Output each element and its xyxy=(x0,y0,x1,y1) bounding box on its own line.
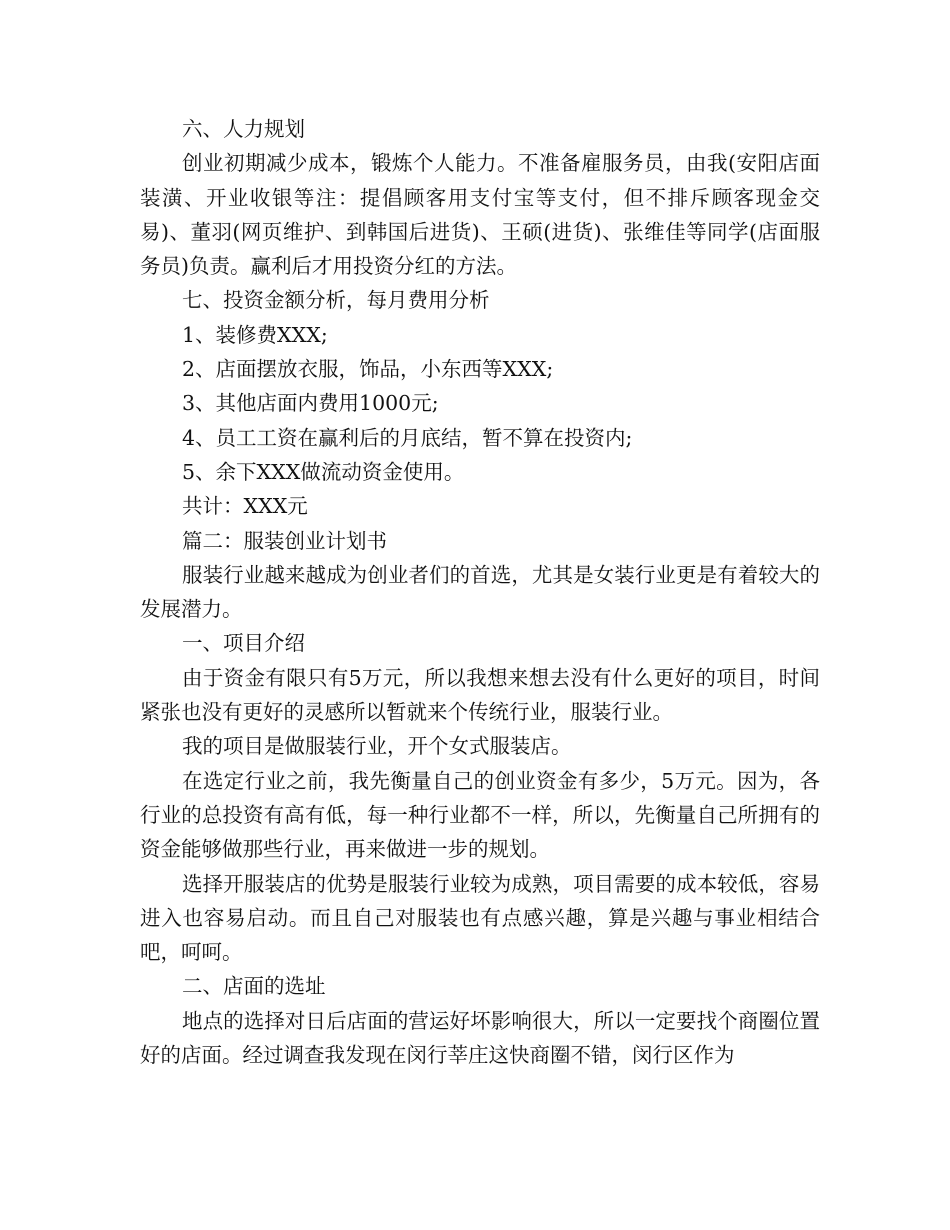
document-body xyxy=(140,112,820,1072)
section-heading-staffing: 六、人力规划 xyxy=(182,117,305,141)
paragraph-staffing-plan: 创业初期减少成本，锻炼个人能力。不准备雇服务员，由我(安阳店面装潢、开业收银等注：提倡顾客用支付宝等支付，但不排斥顾客现金交易)、董羽(网页维护、到韩国后进货)、王硕(进货)、张维佳等同学(店面服务员)负责。赢利后才用投资分红的方法。 xyxy=(140,151,820,279)
list-item: 1、装修费XXX; xyxy=(182,322,328,347)
total-line: 共计：XXX元 xyxy=(182,494,308,519)
paragraph-location: 地点的选择对日后店面的营运好坏影响很大，所以一定要找个商圈位置好的店面。经过调查我发现在闵行莘庄这快商圈不错，闵行区作为 xyxy=(140,1008,820,1068)
section-heading-project: 一、项目介绍 xyxy=(182,631,305,656)
section-heading-location: 二、店面的选址 xyxy=(182,974,326,999)
list-item: 3、其他店面内费用1000元; xyxy=(182,391,439,416)
chapter-heading: 篇二：服装创业计划书 xyxy=(182,528,387,553)
paragraph-advantages: 选择开服装店的优势是服装行业较为成熟，项目需要的成本较低，容易进入也容易启动。而且自己对服装也有点感兴趣，算是兴趣与事业相结合吧，呵呵。 xyxy=(140,871,820,965)
list-item: 5、余下XXX做流动资金使用。 xyxy=(182,459,465,484)
list-item: 2、店面摆放衣服，饰品，小东西等XXX; xyxy=(182,357,554,382)
paragraph-project-capital: 由于资金有限只有5万元，所以我想来想去没有什么更好的项目，时间紧张也没有更好的灵感所以暂就来个传统行业，服装行业。 xyxy=(140,665,820,725)
paragraph-capital-assessment: 在选定行业之前，我先衡量自己的创业资金有多少，5万元。因为，各行业的总投资有高有低，每一种行业都不一样，所以，先衡量自己所拥有的资金能够做那些行业，再来做进一步的规划。 xyxy=(140,768,820,862)
paragraph-intro: 服装行业越来越成为创业者们的首选，尤其是女装行业更是有着较大的发展潜力。 xyxy=(140,562,820,622)
list-item: 4、员工工资在赢利后的月底结，暂不算在投资内; xyxy=(182,425,633,450)
paragraph-project-type: 我的项目是做服装行业，开个女式服装店。 xyxy=(182,734,572,759)
section-heading-investment: 七、投资金额分析，每月费用分析 xyxy=(182,288,490,313)
